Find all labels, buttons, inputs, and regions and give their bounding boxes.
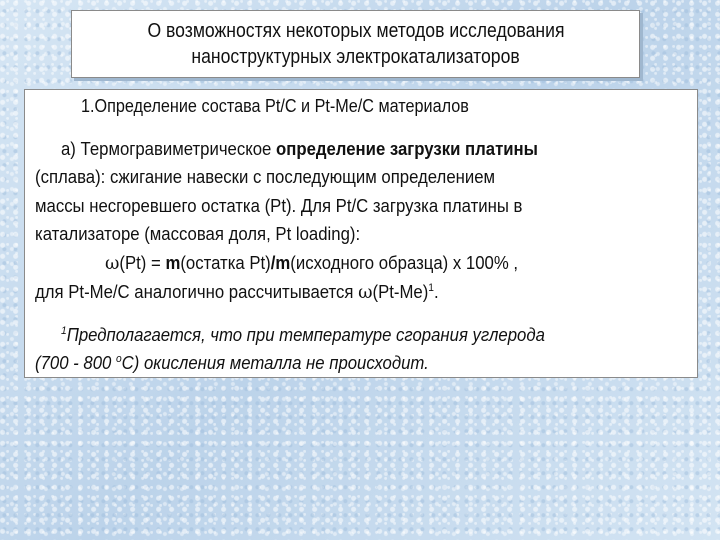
content-box (24, 89, 698, 378)
footnote-mark: 1 (61, 325, 67, 337)
line7-suffix: (Pt-Me) (372, 282, 429, 302)
paragraph-a-line-4: катализаторе (массовая доля, Pt loading): (35, 224, 361, 244)
paragraph-a-line-1 (61, 137, 538, 161)
line7-end: . (433, 282, 439, 302)
footnote-text-1: Предполагается, что при температуре сгорания углерода (66, 325, 545, 345)
paragraph-a-line-2: (сплава): сжигание навески с последующим определением (35, 167, 496, 187)
slide-title-line-1: О возможностях некоторых методов исследования (146, 20, 565, 42)
paragraph-a-bold: определение загрузки платины (276, 139, 538, 159)
paragraph-a-line-6 (35, 280, 439, 304)
formula-m-1: m (165, 253, 181, 273)
footnote-line-2 (35, 351, 429, 375)
degree-mark: o (115, 353, 122, 365)
footnote-line-1 (61, 323, 545, 347)
section-heading-text: 1.Определение состава Pt/C и Pt-Me/C материалов (81, 96, 469, 116)
formula-part-3: (исходного образца) х 100% , (290, 253, 519, 273)
paragraph-a-prefix: а) Термогравиметрическое (61, 139, 277, 159)
footnote-text-2b: C) окисления металла не происходит. (121, 353, 429, 373)
slide-title-line-2: наноструктурных электрокатализаторов (191, 46, 520, 68)
footnote-text-2a: (700 - 800 (35, 353, 116, 373)
formula-part-2: (остатка Pt) (180, 253, 271, 273)
formula-slash-m: /m (270, 253, 291, 273)
section-heading (81, 94, 469, 118)
formula-part-1: (Pt) = (119, 253, 166, 273)
slide-title-box (71, 10, 640, 78)
line7-footnote-mark: 1 (428, 282, 434, 294)
formula-line (105, 251, 518, 275)
line7-prefix: для Pt-Me/C аналогично рассчитывается (35, 282, 359, 302)
paragraph-a-line-3: массы несгоревшего остатка (Pt). Для Pt/C загрузка платины в (35, 196, 523, 216)
omega-symbol-2: ω (358, 281, 373, 303)
omega-symbol: ω (105, 252, 120, 274)
